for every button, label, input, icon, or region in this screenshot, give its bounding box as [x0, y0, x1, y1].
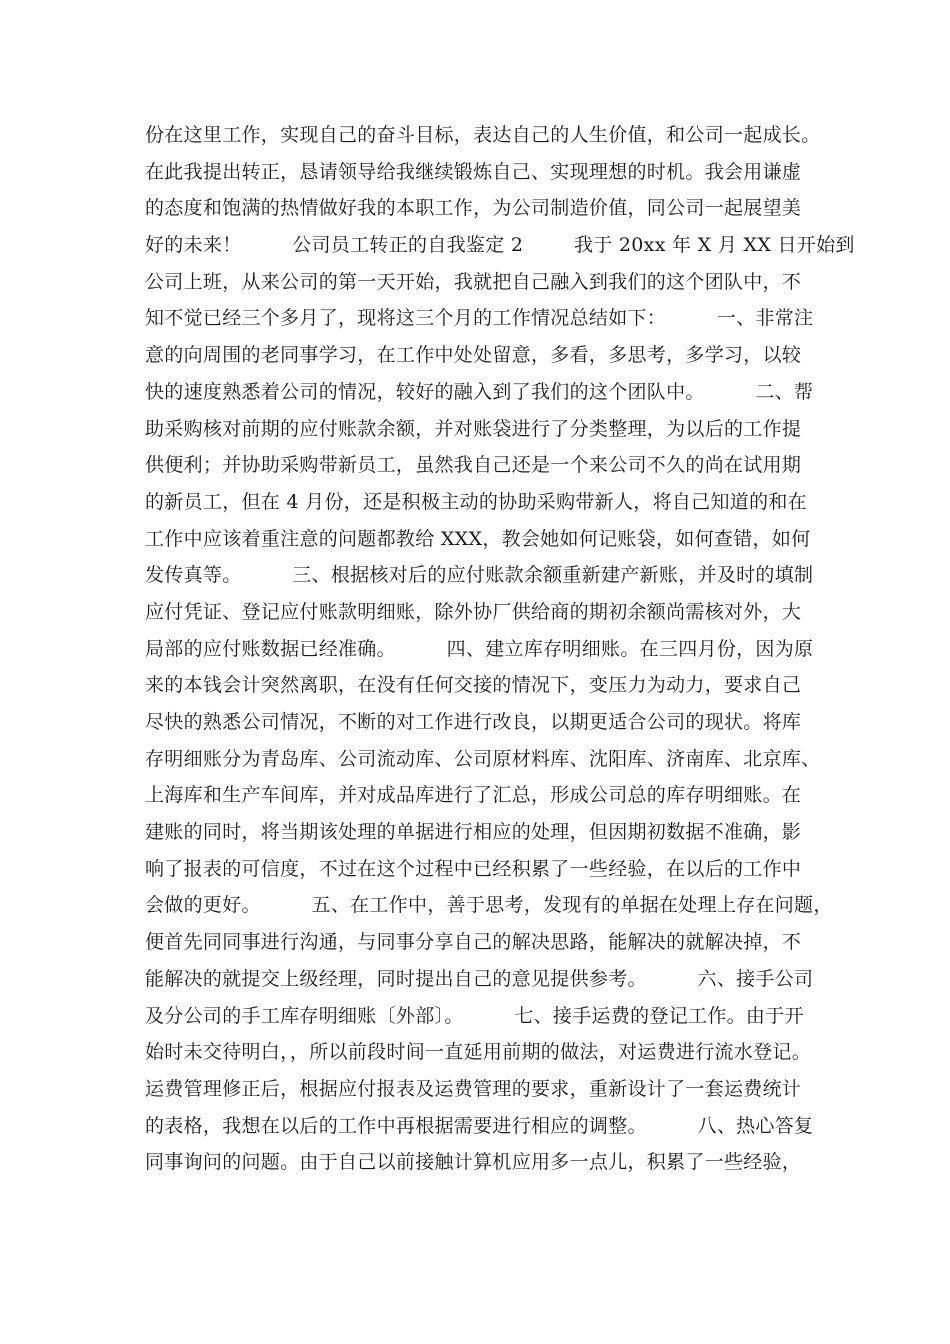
text-line: 快的速度熟悉着公司的情况，较好的融入到了我们的这个团队中。 二、帮: [145, 380, 814, 403]
text-line: 意的向周围的老同事学习，在工作中处处留意，多看，多思考，多学习，以较: [145, 344, 802, 367]
text-line: 及分公司的手工库存明细账〔外部〕。 七、接手运费的登记工作。由于开: [145, 1004, 804, 1027]
text-line: 好的未来！ 公司员工转正的自我鉴定 2 我于 20xx 年 X 月 XX 日开始到: [145, 234, 855, 257]
text-line: 存明细账分为青岛库、公司流动库、公司原材料库、沈阳库、济南库、北京库、: [145, 747, 821, 770]
text-line: 工作中应该着重注意的问题都教给 XXX，教会她如何记账袋，如何查错，如何: [145, 527, 811, 550]
text-line: 来的本钱会计突然离职，在没有任何交接的情况下，变压力为动力，要求自己: [145, 674, 802, 697]
text-line: 的表格，我想在以后的工作中再根据需要进行相应的调整。 八、热心答复: [145, 1114, 814, 1137]
text-line: 应付凭证、登记应付账款明细账，除外协厂供给商的期初余额尚需核对外，大: [145, 600, 802, 623]
text-line: 运费管理修正后，根据应付报表及运费管理的要求，重新设计了一套运费统计: [145, 1077, 802, 1100]
text-line: 份在这里工作，实现自己的奋斗目标，表达自己的人生价值，和公司一起成长。: [145, 124, 821, 146]
text-line: 的态度和饱满的热情做好我的本职工作，为公司制造价值，同公司一起展望美: [145, 197, 802, 220]
text-line: 助采购核对前期的应付账款余额，并对账袋进行了分类整理，为以后的工作提: [145, 417, 802, 440]
text-line: 局部的应付账数据已经准确。 四、建立库存明细账。在三四月份，因为原: [145, 637, 814, 660]
text-line: 响了报表的可信度，不过在这个过程中已经积累了一些经验，在以后的工作中: [145, 857, 802, 880]
text-line: 在此我提出转正，恳请领导给我继续锻炼自己、实现理想的时机。我会用谦虚: [145, 160, 802, 183]
text-line: 建账的同时，将当期该处理的单据进行相应的处理，但因期初数据不准确，影: [145, 821, 802, 844]
text-line: 同事询问的问题。由于自己以前接触计算机应用多一点儿，积累了一些经验，: [145, 1151, 802, 1174]
text-line: 上海库和生产车间库，并对成品库进行了汇总，形成公司总的库存明细账。在: [145, 784, 802, 807]
text-line: 知不觉已经三个多月了，现将这三个月的工作情况总结如下： 一、非常注: [145, 307, 814, 330]
text-line: 便首先同同事进行沟通，与同事分享自己的解决思路，能解决的就解决掉，不: [145, 931, 802, 954]
text-line: 会做的更好。 五、在工作中，善于思考，发现有的单据在处理上存在问题，: [145, 894, 833, 917]
document-body: [145, 117, 855, 1181]
text-line: 公司上班，从来公司的第一天开始，我就把自己融入到我们的这个团队中，不: [145, 270, 802, 293]
text-line: 尽快的熟悉公司情况，不断的对工作进行改良，以期更适合公司的现状。将库: [145, 711, 802, 733]
text-line: 发传真等。 三、根据核对后的应付账款余额重新建产新账，并及时的填制: [145, 564, 814, 587]
text-line: 始时未交待明白，，所以前段时间一直延用前期的做法，对运费进行流水登记。: [145, 1041, 812, 1064]
text-line: 供便利；并协助采购带新员工，虽然我自己还是一个来公司不久的尚在试用期: [145, 454, 802, 477]
text-line: 能解决的就提交上级经理，同时提出自己的意见提供参考。 六、接手公司: [145, 967, 814, 990]
text-line: 的新员工，但在 4 月份，还是积极主动的协助采购带新人，将自己知道的和在: [145, 490, 807, 513]
